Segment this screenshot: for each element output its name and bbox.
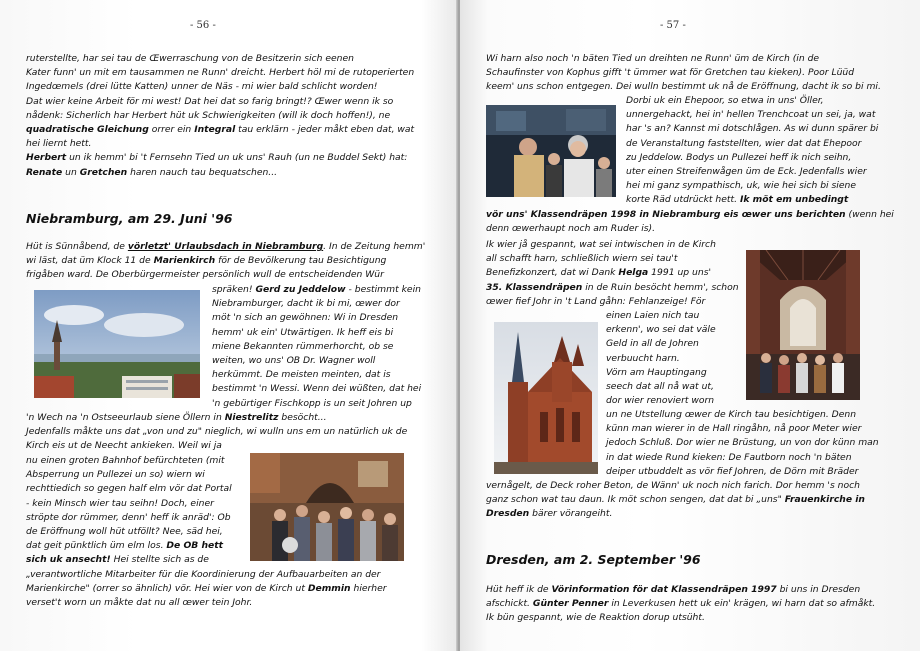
right-page bbox=[460, 0, 920, 651]
left-intro-paragraph: ruterstellte, har sei tau de Œwerraschung von de Besitzerin sich eenen Kater funn' un mit em tausammen ne Runn' dreicht. Herbert höl mi de rutoperierten Ingedœmels (drei lütte Katten) unner de Näs - mi wier bald schlicht worden! Dat wier keine Arbeit för mi west! Dat hei dat so farig bringt!? Œwer wenn ik so nådenk: Sicherlich har Herbert hüt uk Schwierigkeiten (will ik doch hoffen!), ne quadratische Gleichung orrer ein Integral tau erklärn - jeder måkt eben dat, wat hei liernt hett. Herbert un ik hemm' bi 't Fernsehn Tied un uk uns' Rauh (un ne Buddel Sekt) hat: Renate un Gretchen haren nauch tau bequatschen... bbox=[26, 53, 415, 178]
church-exterior-illustration bbox=[494, 322, 598, 474]
couple-illustration bbox=[486, 105, 616, 197]
right-paragraph-1: Wi harn also noch 'n bäten Tied un dreihten ne Runn' üm de Kirch (in de Schaufinster von Kophus gifft 't ümmer wat för Gretchen tau kieken). Poor Lüüd keem' uns schon entgegen. Dei wulln bestimmt uk nå de Eröffnung, dacht ik so bi mi. bbox=[486, 53, 881, 93]
left-body-paragraph-5: „verantwortliche Mitarbeiter für die Koordinierung der Aufbauarbeiten an der Marienkirche" (orrer so ähnlich) vör. Hei wier von de Kirch ut Demmin hierher verset't worn un måkte dat nu all œwer tein Johr. bbox=[26, 569, 387, 609]
left-page bbox=[0, 0, 458, 651]
left-body-paragraph-2: spräken! Gerd zu Jeddelow - bestimmt kein Niebramburger, dacht ik bi mi, œwer dor möt 'n sich an gewöhnen: Wi in Dresden hemm' uk ein' Utwärtigen. Ik heff eis bi miene Bekannten rümmerhorcht, ob se weiten, wo uns' OB Dr. Wagner woll herkümmt. De meisten meinten, dat is bestimmt 'n Wessi. Wenn dei wüßten, dat hei 'n gebürtiger Fischkopp is un seit Johren up bbox=[212, 284, 422, 409]
right-paragraph-3: vör uns' Klassendräpen 1998 in Niebramburg eis œwer uns berichten (wenn hei denn œwerhaupt noch am Ruder is). bbox=[486, 209, 894, 235]
right-paragraph-6: un ne Utstellung œwer de Kirch tau besichtigen. Denn künn man wierer in de Hall ringåhn, nå poor Meter wier jedoch Schluß. Dor wier ne Brüstung, un von dor künn man in dat wiede Rund kieken: De Fautborn noch 'n bäten deiper utbuddelt as vör fief Johren, de Dörn mit Bräder bbox=[606, 409, 879, 477]
left-body-paragraph-3: 'n Wech na 'n Ostseeurlaub siene Öllern in Niestrelitz besöcht... Jedenfalls måkte uns dat „von und zu" nieglich, wi wulln uns em un natürlich uk de Kirch eis ut de Neecht ankieken. Weil wi ja bbox=[26, 412, 408, 452]
right-paragraph-2: Dorbi uk ein Ehepoor, so etwa in uns' Öller, unnergehackt, hei in' hellen Trenchcoat un sei, ja, wat har 's an? Kannst mi dotschlågen. As wi dunn spärer bi de Veranstaltung faststellten, wier dat dat Ehepoor zu Jeddelow. Bodys un Pullezei heff ik nich seihn, uter einen Streifenwågen üm de Eck. Jedenfalls wier hei mi ganz sympathisch, uk, wie hei sich bi siene korte Räd utdrückt hett. Ik möt em unbedingt bbox=[626, 95, 879, 206]
church-interior-photo bbox=[746, 250, 860, 400]
crowd-in-church-photo bbox=[250, 453, 404, 561]
right-paragraph-4: Ik wier jå gespannt, wat sei intwischen in de Kirch all schafft harn, schließlich wiern sei tau't Benefizkonzert, dat wi Dank Helga 1991 up uns' 35. Klassendräpen in de Ruin besöcht hemm', schon œwer fief Johr in 't Land gåhn: Fehlanzeige! För bbox=[486, 239, 739, 307]
crowd-illustration bbox=[250, 453, 404, 561]
dresden-heading: Dresden, am 2. September '96 bbox=[486, 552, 701, 567]
niebramburg-heading: Niebramburg, am 29. Juni '96 bbox=[26, 211, 233, 226]
town-view-photo bbox=[34, 290, 200, 398]
right-paragraph-7: Hüt heff ik de Vörinformation för dat Klassendräpen 1997 bi uns in Dresden afschickt. Günter Penner in Leverkusen hett uk ein' krägen, wi harn dat so afmåkt. Ik bün gespannt, wie de Reaktion dorup utsüht. bbox=[486, 584, 876, 624]
couple-photo bbox=[486, 105, 616, 197]
church-interior-illustration bbox=[746, 250, 860, 400]
town-view-illustration bbox=[34, 290, 200, 398]
left-body-paragraph-4: nu einen groten Bahnhof befürchteten (mit Absperrung un Pullezei un so) wiern wi rechttiedich so gegen half elm vör dat Portal - kein Minsch wier tau seihn! Doch, einer ströpte dor rümmer, denn' heff ik anräd': Ob de Eröffnung woll hüt utföllt? Nee, säd hei, dat geit pünktlich üm elm los. De OB hett sich uk ansecht! Hei stellte sich as de bbox=[26, 455, 232, 566]
church-exterior-photo bbox=[494, 322, 598, 474]
right-paragraph-5: einen Laien nich tau erkenn', wo sei dat väle Geld in all de Johren verbuucht harn. Vörn am Hauptingang seech dat all nå wat ut, dor wier renoviert worn bbox=[606, 310, 716, 407]
right-page-number: - 57 - bbox=[660, 20, 686, 31]
left-page-number: - 56 - bbox=[190, 20, 216, 31]
right-paragraph-6-cont: vernågelt, de Deck roher Beton, de Wänn' uk noch nich farich. Dor hemm 's noch ganz schon wat tau daun. Ik möt schon sengen, dat dat bi „uns" Frauenkirche in Dresden bärer vörangeiht. bbox=[486, 480, 865, 520]
left-body-paragraph-1: Hüt is Sünnåbend, de vörletzt' Urlaubsdach in Niebramburg. In de Zeitung hemm' wi läst, dat üm Klock 11 de Marienkirch för de Bevölkerung tau Besichtigung frigåben ward. De Oberbürgermeister persönlich wull de entscheidenden Wür bbox=[26, 241, 426, 281]
